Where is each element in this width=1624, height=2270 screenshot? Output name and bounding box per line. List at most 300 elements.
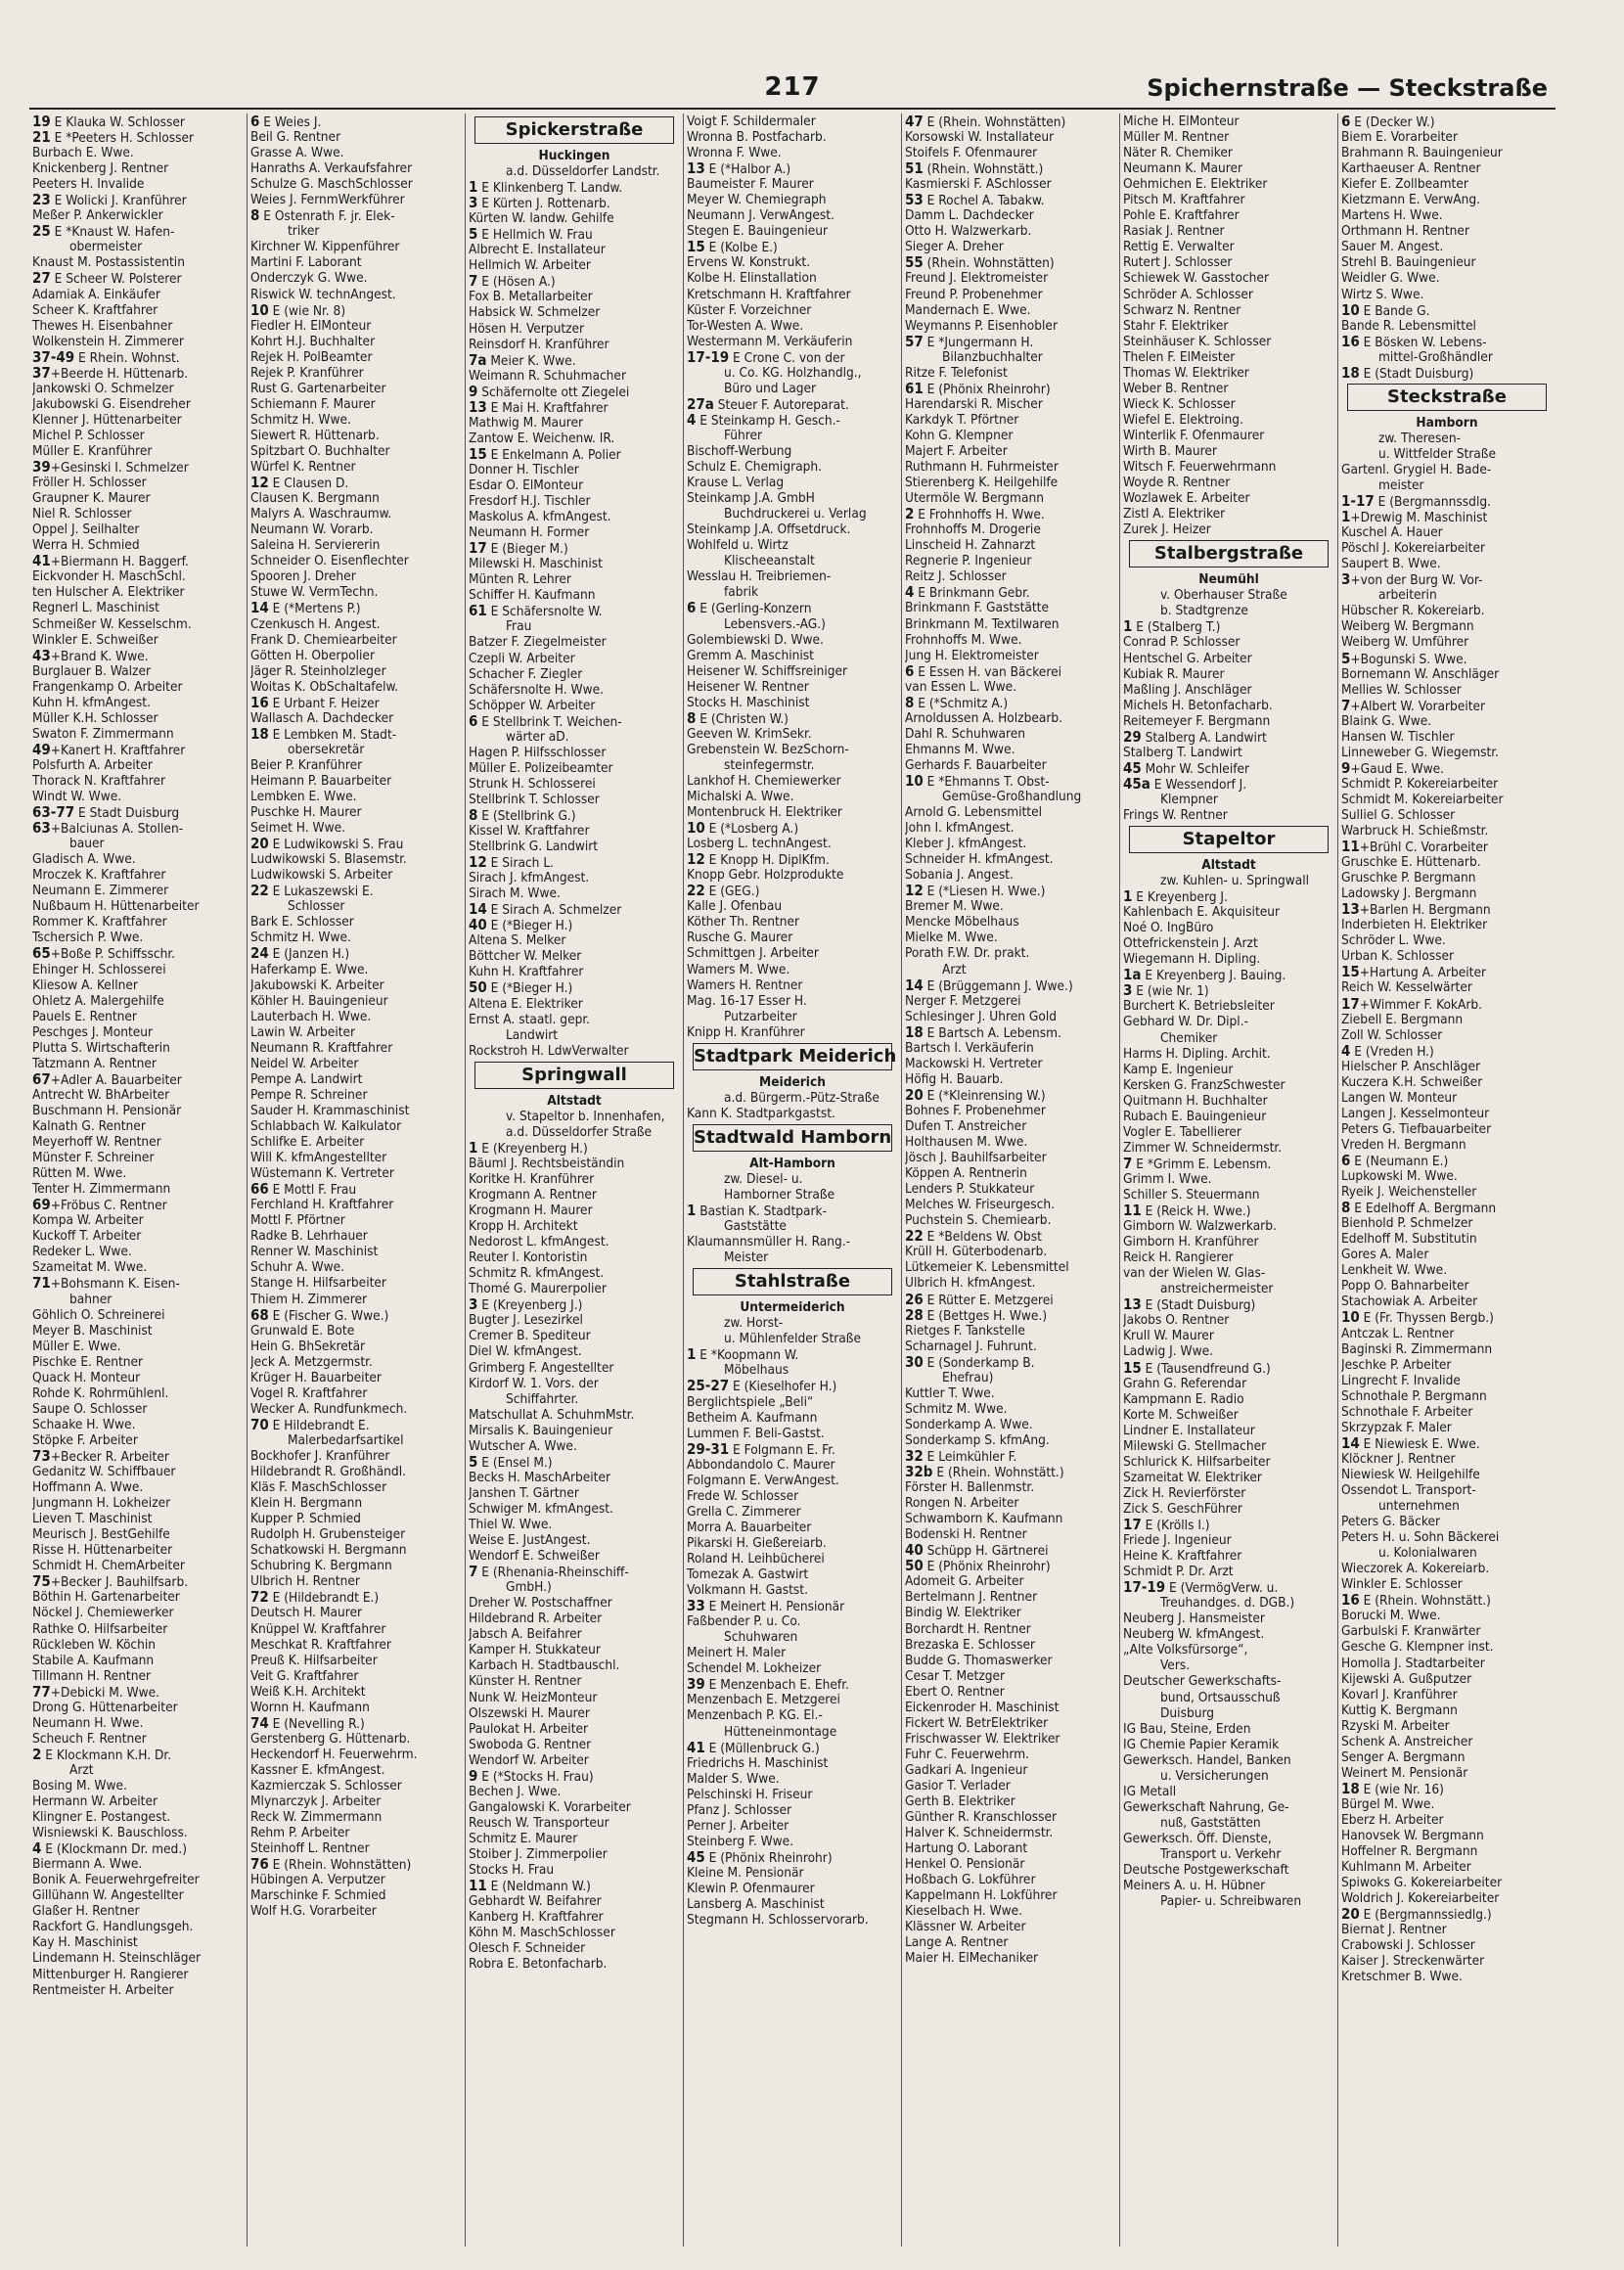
directory-entry: Ohletz A. Malergehilfe — [32, 992, 164, 1009]
house-number: 11 — [469, 1878, 487, 1894]
directory-entry: Beil G. Rentner — [250, 129, 341, 146]
directory-entry: Bark E. Schlosser — [250, 914, 354, 931]
directory-entry: Sieger A. Dreher — [905, 239, 1004, 255]
directory-entry: Pischke E. Rentner — [32, 1353, 144, 1370]
house-number: 69 — [32, 1197, 51, 1213]
house-number: 32 — [905, 1447, 924, 1465]
directory-entry: Regnerie P. Ingenieur — [905, 553, 1032, 569]
directory-entry: 41+Biermann H. Baggerf. — [32, 553, 189, 569]
directory-entry: Quack H. Monteur — [32, 1369, 141, 1385]
house-number: 6 — [1341, 114, 1351, 130]
house-number: 74 — [250, 1714, 269, 1731]
house-number: 40 — [469, 917, 487, 933]
directory-entry: Baginski R. Zimmermann — [1341, 1340, 1493, 1357]
directory-entry: Schaake H. Wwe. — [32, 1416, 136, 1432]
directory-entry: Gremm A. Maschinist — [687, 647, 814, 663]
directory-entry: 57 E *Jungermann H. — [905, 333, 1034, 349]
house-number: 67 — [32, 1070, 51, 1087]
entry-continuation: Arzt — [69, 1761, 94, 1778]
directory-entry: Dahl R. Schuhwaren — [905, 725, 1025, 742]
directory-entry: Sirach M. Wwe. — [469, 885, 561, 902]
directory-entry: Ruthmann H. Fuhrmeister — [905, 459, 1059, 476]
house-number: 20 — [1341, 1906, 1360, 1923]
directory-entry: Pempe R. Schreiner — [250, 1086, 368, 1103]
directory-entry: Schmitz H. Wwe. — [250, 930, 351, 946]
directory-entry: 10 E (*Losberg A.) — [687, 820, 799, 837]
directory-entry: Ebert O. Rentner — [905, 1683, 1005, 1700]
house-number: 25-27 — [687, 1378, 730, 1394]
directory-entry: Wendorf W. Arbeiter — [469, 1751, 589, 1768]
directory-entry: Steinberg F. Wwe. — [687, 1833, 794, 1849]
directory-entry: Harendarski R. Mischer — [905, 395, 1043, 412]
directory-entry: 17 E (Krölls I.) — [1123, 1516, 1210, 1533]
directory-entry: Krause L. Verlag — [687, 475, 785, 491]
directory-entry: Zurek J. Heizer — [1123, 522, 1211, 538]
directory-entry: Klenner J. Hüttenarbeiter — [32, 411, 182, 428]
directory-entry: Bonik A. Feuerwehrgefreiter — [32, 1872, 200, 1888]
directory-entry: Noé O. IngBüro — [1123, 920, 1214, 936]
house-number: 77 — [32, 1683, 51, 1700]
directory-entry: Rohde K. Rohrmühlenl. — [32, 1385, 169, 1401]
directory-entry: 13 E Mai H. Kraftfahrer — [469, 398, 609, 415]
directory-entry: 53 E Rochel A. Tabakw. — [905, 192, 1045, 208]
directory-entry: Korte M. Schweißer — [1123, 1406, 1239, 1423]
directory-entry: Peeters H. Invalide — [32, 176, 145, 193]
directory-entry: Mackowski H. Vertreter — [905, 1055, 1043, 1071]
directory-entry: 24 E (Janzen H.) — [250, 945, 350, 962]
house-number: 18 — [1341, 364, 1360, 381]
directory-entry: Utermöle W. Bergmann — [905, 490, 1044, 507]
directory-entry: Bischoff-Werbung — [687, 442, 792, 459]
directory-entry: Gillühann W. Angestellter — [32, 1887, 184, 1904]
directory-entry: 14 E Niewiesk E. Wwe. — [1341, 1434, 1480, 1451]
directory-entry: Wamers H. Rentner — [687, 976, 803, 993]
directory-entry: Losberg L. technAngest. — [687, 836, 832, 852]
directory-entry: Gartenl. Grygiel H. Bade- — [1341, 461, 1492, 477]
directory-entry: Woldrich J. Kokereiarbeiter — [1341, 1890, 1500, 1907]
entry-continuation: Landwirt — [506, 1026, 559, 1043]
directory-entry: Hentschel G. Arbeiter — [1123, 650, 1252, 666]
directory-entry: Diel W. kfmAngest. — [469, 1343, 582, 1360]
directory-entry: Grasse A. Wwe. — [250, 145, 344, 161]
directory-entry: Kuhn H. Kraftfahrer — [469, 964, 584, 980]
house-number: 2 — [32, 1746, 42, 1762]
house-number: 18 — [250, 725, 269, 742]
directory-entry: Siewert R. Hüttenarb. — [250, 427, 380, 443]
directory-entry: Plutta S. Wirtschafterin — [32, 1039, 170, 1056]
directory-entry: Schnothale F. Arbeiter — [1341, 1403, 1473, 1420]
directory-entry: Meyerhoff W. Rentner — [32, 1134, 161, 1151]
directory-entry: Meurisch J. BestGehilfe — [32, 1526, 170, 1543]
house-number: 16 — [1341, 1592, 1360, 1609]
house-number: 45 — [1123, 759, 1142, 776]
directory-entry: Baumeister F. Maurer — [687, 176, 814, 193]
directory-entry: Gebhard W. Dr. Dipl.- — [1123, 1014, 1248, 1030]
directory-entry: Scheuch F. Rentner — [32, 1730, 147, 1747]
directory-entry: Fickert W. BetrElektriker — [905, 1714, 1049, 1731]
directory-entry: Mroczek K. Kraftfahrer — [32, 867, 166, 884]
directory-entry: Ziebell E. Bergmann — [1341, 1011, 1464, 1027]
directory-entry: Zimmer W. Schneidermstr. — [1123, 1139, 1283, 1156]
directory-entry: Rongen N. Arbeiter — [905, 1495, 1019, 1512]
directory-entry: Deutsch H. Maurer — [250, 1605, 363, 1621]
directory-entry: Kiefer E. Zollbeamter — [1341, 176, 1468, 193]
directory-entry: Fuhr C. Feuerwehrm. — [905, 1746, 1030, 1762]
directory-entry: Esdar O. ElMonteur — [469, 477, 584, 493]
directory-entry: Nedorost L. kfmAngest. — [469, 1234, 609, 1250]
directory-entry: Weise E. JustAngest. — [469, 1532, 591, 1549]
directory-entry: Glaßer H. Rentner — [32, 1903, 140, 1920]
directory-entry: Ludwikowski S. Arbeiter — [250, 867, 393, 884]
entry-continuation: u. Wittfelder Straße — [1378, 445, 1497, 462]
directory-entry: Ludwikowski S. Blasemstr. — [250, 851, 407, 868]
directory-entry: 25 E *Knaust W. Hafen- — [32, 223, 175, 240]
directory-entry: Wieck K. Schlosser — [1123, 395, 1236, 412]
house-number: 9 — [469, 383, 478, 399]
directory-entry: Golembiewski D. Wwe. — [687, 631, 824, 648]
directory-entry: Tschersich P. Wwe. — [32, 930, 144, 946]
house-number: 7a — [469, 351, 487, 368]
directory-entry: Werra H. Schmied — [32, 537, 140, 554]
house-number: 65 — [32, 945, 51, 962]
directory-entry: Stöpke F. Arbeiter — [32, 1431, 138, 1448]
entry-continuation: a.d. Düsseldorfer Landstr. — [506, 163, 660, 180]
house-number: 28 — [905, 1306, 924, 1323]
directory-entry: Spitzbart O. Buchhalter — [250, 442, 390, 459]
directory-entry: 51 (Rhein. Wohnstätt.) — [905, 160, 1044, 177]
entry-continuation: Papier- u. Schreibwaren — [1160, 1893, 1302, 1910]
directory-entry: 2 E Frohnhoffs H. Wwe. — [905, 506, 1045, 522]
column-4 — [684, 114, 902, 2247]
directory-entry: Schiewek W. Gasstocher — [1123, 270, 1269, 287]
directory-entry: 17-19 E (VermögVerw. u. — [1123, 1579, 1279, 1596]
directory-entry: 17 E (Bieger M.) — [469, 540, 568, 557]
directory-entry: Zantow E. Weichenw. IR. — [469, 430, 615, 446]
directory-entry: Stierenberg K. Heilgehilfe — [905, 475, 1059, 491]
directory-entry: Rudolph H. Grubensteiger — [250, 1526, 406, 1543]
directory-entry: Heisener W. Rentner — [687, 678, 809, 695]
directory-entry: Geeven W. KrimSekr. — [687, 725, 812, 742]
directory-entry: Dufen T. Anstreicher — [905, 1118, 1027, 1134]
directory-entry: Beier P. Kranführer — [250, 756, 363, 773]
directory-entry: 65+Boße P. Schiffsschr. — [32, 945, 175, 962]
directory-entry: Höfig H. Bauarb. — [905, 1070, 1004, 1087]
directory-entry: Reick H. Rangierer — [1123, 1249, 1234, 1266]
directory-entry: Schnothale P. Bergmann — [1341, 1387, 1487, 1404]
directory-entry: Rzyski M. Arbeiter — [1341, 1717, 1450, 1734]
directory-entry: Tenter H. Zimmermann — [32, 1181, 171, 1198]
house-number: 33 — [687, 1598, 705, 1614]
directory-entry: Schuhr A. Wwe. — [250, 1259, 345, 1276]
directory-entry: Neumann K. Maurer — [1123, 160, 1243, 177]
directory-entry: Kalnath G. Rentner — [32, 1118, 146, 1134]
directory-entry: Kanberg H. Kraftfahrer — [469, 1909, 604, 1926]
directory-entry: Ossendot L. Transport- — [1341, 1481, 1476, 1498]
directory-entry: Gimborn H. Kranführer — [1123, 1234, 1259, 1250]
directory-entry: Knickenberg J. Rentner — [32, 160, 169, 177]
directory-entry: Schöpper W. Arbeiter — [469, 697, 596, 713]
directory-entry: Mencke Möbelhaus — [905, 914, 1019, 931]
directory-entry: Schulz E. Chemigraph. — [687, 459, 823, 476]
directory-entry: 23 E Wolicki J. Kranführer — [32, 192, 187, 208]
district-label: Huckingen — [538, 148, 610, 163]
directory-entry: 13+Barlen H. Bergmann — [1341, 901, 1491, 918]
directory-entry: Gores A. Maler — [1341, 1247, 1429, 1263]
house-number: 12 — [250, 475, 269, 491]
directory-entry: Freund P. Probenehmer — [905, 286, 1043, 302]
directory-entry: Grella C. Zimmerer — [687, 1503, 801, 1520]
house-number: 49 — [32, 741, 51, 757]
directory-entry: Hielscher P. Anschläger — [1341, 1058, 1481, 1074]
directory-entry: Martini F. Laborant — [250, 254, 362, 271]
directory-entry: 6 E Essen H. van Bäckerei — [905, 662, 1061, 679]
directory-entry: Gewerkschaft Nahrung, Ge- — [1123, 1798, 1289, 1815]
directory-entry: Ladowsky J. Bergmann — [1341, 885, 1477, 902]
directory-entry: Perner J. Arbeiter — [687, 1817, 789, 1834]
entry-continuation: zw. Kuhlen- u. Springwall — [1160, 873, 1310, 889]
house-number: 15 — [1341, 964, 1360, 980]
directory-entry: Gangalowski K. Vorarbeiter — [469, 1798, 631, 1815]
directory-entry: 8 E (Christen W.) — [687, 709, 789, 726]
house-number: 1 — [469, 1139, 478, 1156]
directory-entry: Schneider H. kfmAngest. — [905, 851, 1054, 868]
directory-entry: 13 E (Stadt Duisburg) — [1123, 1296, 1256, 1313]
directory-entry: Schmidt P. Kokereiarbeiter — [1341, 775, 1499, 792]
directory-entry: 15+Hartung A. Arbeiter — [1341, 964, 1487, 980]
directory-entry: Sulliel G. Schlosser — [1341, 806, 1456, 823]
directory-entry: Hanovsek W. Bergmann — [1341, 1828, 1484, 1844]
directory-entry: Schiller S. Steuermann — [1123, 1187, 1260, 1203]
directory-entry: Wiegemann H. Dipling. — [1123, 951, 1261, 968]
district-label: Hamborn — [1416, 414, 1478, 431]
directory-entry: Gedanitz W. Schiffbauer — [32, 1464, 176, 1480]
entry-continuation: steinfegermstr. — [724, 756, 815, 773]
directory-entry: 8 E Edelhoff A. Bergmann — [1341, 1200, 1497, 1216]
directory-entry: Kohrt H.J. Buchhalter — [250, 333, 376, 349]
directory-entry: Risse H. Hüttenarbeiter — [32, 1542, 173, 1559]
directory-entry: Bindig W. Elektriker — [905, 1605, 1021, 1621]
directory-entry: Rückleben W. Köchin — [32, 1636, 157, 1653]
directory-entry: Reinsdorf H. Kranführer — [469, 336, 609, 352]
directory-entry: Harms H. Dipling. Archit. — [1123, 1045, 1271, 1062]
directory-entry: Steinhäuser K. Schlosser — [1123, 333, 1272, 349]
directory-entry: Habsick W. Schmelzer — [469, 304, 601, 321]
directory-entry: Ferchland H. Kraftfahrer — [250, 1197, 394, 1213]
directory-entry: IG Metall — [1123, 1783, 1177, 1799]
directory-entry: Hösen H. Verputzer — [469, 320, 585, 337]
directory-entry: Melches W. Friseurgesch. — [905, 1197, 1055, 1213]
house-number: 17-19 — [1123, 1579, 1166, 1596]
directory-entry: 3 E (wie Nr. 1) — [1123, 982, 1209, 999]
directory-entry: 37-49 E Rhein. Wohnst. — [32, 348, 180, 365]
directory-entry: 17+Wimmer F. KokArb. — [1341, 995, 1483, 1012]
directory-entry: Wohlfeld u. Wirtz — [687, 537, 789, 554]
directory-entry: Brinkmann M. Textilwaren — [905, 615, 1060, 632]
house-number: 17 — [1123, 1516, 1142, 1533]
directory-entry: Neumann H. Wwe. — [32, 1714, 144, 1731]
entry-continuation: meister — [1378, 477, 1424, 493]
entry-continuation: Chemiker — [1160, 1029, 1218, 1046]
directory-entry: Sobania J. Angest. — [905, 867, 1014, 884]
house-number: 3 — [469, 1296, 478, 1313]
directory-entry: Steinhoff L. Rentner — [250, 1840, 370, 1857]
directory-entry: Frohnhoffs M. Wwe. — [905, 631, 1022, 648]
directory-entry: 49+Kanert H. Kraftfahrer — [32, 741, 186, 757]
house-number: 63 — [32, 820, 51, 837]
directory-entry: 41 E (Müllenbruck G.) — [687, 1739, 820, 1755]
directory-entry: Peschges J. Monteur — [32, 1023, 154, 1040]
directory-entry: Spiwoks G. Kokereiarbeiter — [1341, 1875, 1503, 1891]
directory-entry: Niewiesk W. Heilgehilfe — [1341, 1466, 1480, 1482]
directory-entry: Ehinger H. Schlosserei — [32, 961, 166, 977]
directory-entry: 12 E (*Liesen H. Wwe.) — [905, 883, 1046, 899]
entry-continuation: zw. Theresen- — [1378, 430, 1462, 446]
directory-entry: Rathke O. Hilfsarbeiter — [32, 1620, 168, 1637]
directory-entry: 45 E (Phönix Rheinrohr) — [687, 1848, 833, 1865]
house-number: 1 — [1123, 618, 1133, 635]
house-number: 1-17 — [1341, 493, 1375, 510]
directory-entry: 37+Beerde H. Hüttenarb. — [32, 364, 189, 381]
house-number: 6 — [1341, 1153, 1351, 1169]
house-number: 45a — [1123, 775, 1150, 792]
house-number: 45 — [687, 1848, 705, 1865]
directory-entry: Preuß K. Hilfsarbeiter — [250, 1652, 378, 1668]
directory-entry: 77+Debicki M. Wwe. — [32, 1683, 160, 1700]
directory-entry: 6 E Stellbrink T. Weichen- — [469, 712, 622, 729]
directory-entry: 70 E Hildebrandt E. — [250, 1416, 370, 1432]
directory-entry: Wieczorek A. Kokereiarb. — [1341, 1561, 1490, 1577]
directory-entry: Menzenbach P. KG. El.- — [687, 1707, 823, 1724]
directory-entry: Albrecht E. Installateur — [469, 242, 606, 258]
directory-entry: Quitmann H. Buchhalter — [1123, 1092, 1268, 1109]
directory-entry: Reitz J. Schlosser — [905, 568, 1007, 585]
directory-entry: Westermann M. Verkäuferin — [687, 333, 853, 349]
directory-entry: Grimm I. Wwe. — [1123, 1170, 1212, 1187]
directory-entry: Regnerl L. Maschinist — [32, 600, 159, 616]
directory-entry: 9+Gaud E. Wwe. — [1341, 759, 1445, 776]
house-number: 10 — [1341, 1309, 1360, 1326]
directory-entry: Stoiber J. Zimmerpolier — [469, 1845, 608, 1862]
directory-entry: 10 E *Ehmanns T. Obst- — [905, 772, 1050, 790]
directory-entry: Hübscher R. Kokereiarb. — [1341, 603, 1485, 619]
directory-entry: Brezaska E. Schlosser — [905, 1636, 1036, 1653]
directory-entry: Kasmierski F. ASchlosser — [905, 176, 1052, 193]
directory-entry: Spooren J. Dreher — [250, 568, 356, 585]
directory-columns — [29, 114, 1556, 2247]
directory-entry: 40 E (*Bieger H.) — [469, 917, 573, 933]
directory-entry: Mlynarczyk J. Arbeiter — [250, 1793, 382, 1810]
directory-entry: Adamiak A. Einkäufer — [32, 286, 160, 302]
district-label: Untermeiderich — [740, 1299, 845, 1316]
directory-entry: Gewerksch. Handel, Banken — [1123, 1751, 1291, 1768]
directory-entry: Reich W. Kesselwärter — [1341, 979, 1472, 996]
directory-entry: Rockstroh H. LdwVerwalter — [469, 1042, 629, 1059]
directory-entry: 67+Adler A. Bauarbeiter — [32, 1070, 182, 1087]
entry-continuation: Gaststätte — [724, 1218, 787, 1235]
directory-entry: Budde G. Thomaswerker — [905, 1652, 1053, 1668]
house-number: 17-19 — [687, 348, 730, 365]
entry-continuation: Schlosser — [288, 898, 345, 915]
directory-entry: Antczak L. Rentner — [1341, 1325, 1455, 1341]
house-number: 50 — [905, 1558, 924, 1574]
directory-entry: Fox B. Metallarbeiter — [469, 289, 593, 305]
house-number: 6 — [469, 712, 478, 729]
house-number: 17 — [1341, 995, 1360, 1012]
directory-entry: Wutscher A. Wwe. — [469, 1437, 577, 1454]
directory-entry: Kolbe H. Elinstallation — [687, 270, 817, 287]
house-number: 39 — [32, 459, 51, 476]
directory-entry: Wolf H.G. Vorarbeiter — [250, 1903, 377, 1920]
directory-entry: Nöckel J. Chemiewerker — [32, 1605, 174, 1621]
directory-entry: Gladisch A. Wwe. — [32, 851, 136, 868]
directory-entry: Radke B. Lehrhauer — [250, 1228, 368, 1245]
directory-entry: Zick H. Revierförster — [1123, 1484, 1246, 1501]
house-number: 47 — [905, 114, 924, 130]
directory-entry: Mandernach E. Wwe. — [905, 301, 1031, 318]
directory-entry: Winterlik F. Ofenmaurer — [1123, 427, 1265, 443]
directory-entry: Kuckoff T. Arbeiter — [32, 1228, 142, 1245]
directory-entry: Wiefel E. Elektroing. — [1123, 411, 1243, 428]
directory-entry: Ritze F. Telefonist — [905, 364, 1008, 381]
house-number: 18 — [905, 1023, 924, 1040]
directory-entry: Vreden H. Bergmann — [1341, 1136, 1466, 1153]
directory-entry: Jeck A. Metzgermstr. — [250, 1353, 373, 1370]
house-number: 53 — [905, 192, 924, 208]
directory-entry: Miche H. ElMonteur — [1123, 114, 1240, 129]
entry-continuation: fabrik — [724, 584, 759, 601]
directory-entry: Gesche G. Klempner inst. — [1341, 1639, 1494, 1656]
entry-continuation: Transport u. Verkehr — [1160, 1845, 1282, 1862]
directory-entry: Lembken E. Wwe. — [250, 789, 357, 805]
entry-continuation: Klempner — [1160, 791, 1218, 807]
directory-entry: Jäger R. Steinholzleger — [250, 662, 386, 679]
directory-entry: Rackfort G. Handlungsgeh. — [32, 1919, 194, 1935]
directory-entry: Wamers M. Wwe. — [687, 961, 790, 977]
entry-continuation: Führer — [724, 427, 763, 443]
directory-entry: Kalle J. Ofenbau — [687, 898, 783, 915]
directory-entry: Redeker L. Wwe. — [32, 1244, 132, 1260]
directory-entry: 4 E Steinkamp H. Gesch.- — [687, 411, 840, 428]
directory-entry: Rütten M. Wwe. — [32, 1165, 127, 1182]
directory-entry: Ryeik J. Weichensteller — [1341, 1184, 1477, 1201]
directory-entry: 10 E Bande G. — [1341, 301, 1430, 318]
directory-entry: Becks H. MaschArbeiter — [469, 1469, 611, 1485]
house-number: 26 — [905, 1291, 924, 1307]
directory-entry: Arnold G. Lebensmittel — [905, 804, 1043, 821]
directory-entry: 66 E Mottl F. Frau — [250, 1181, 357, 1198]
directory-entry: Jabsch A. Beifahrer — [469, 1626, 582, 1643]
directory-entry: Münten R. Lehrer — [469, 571, 571, 588]
directory-entry: Skrzypzak F. Maler — [1341, 1419, 1452, 1435]
directory-entry: Henkel O. Pensionär — [905, 1856, 1025, 1873]
directory-entry: Onderczyk G. Wwe. — [250, 270, 368, 287]
directory-entry: 50 E (Phönix Rheinrohr) — [905, 1558, 1051, 1574]
directory-entry: Meßer P. Ankerwickler — [32, 207, 163, 224]
directory-entry: Meschkat R. Kraftfahrer — [250, 1636, 391, 1653]
directory-entry: Kuschel A. Hauer — [1341, 524, 1443, 541]
directory-entry: 11 E (Reick H. Wwe.) — [1123, 1203, 1251, 1219]
directory-entry: Kampmann E. Radio — [1123, 1390, 1244, 1407]
directory-entry: Crabowski J. Schlosser — [1341, 1937, 1475, 1954]
directory-entry: Bugter J. Lesezirkel — [469, 1312, 583, 1329]
entry-continuation: a.d. Bürgerm.-Pütz-Straße — [724, 1089, 880, 1106]
directory-entry: 8 E (Stellbrink G.) — [469, 806, 576, 824]
directory-entry: Schmitz H. Wwe. — [250, 411, 351, 428]
directory-entry: 39 E Menzenbach E. Ehefr. — [687, 1676, 849, 1693]
directory-entry: Neidel W. Arbeiter — [250, 1055, 359, 1071]
directory-entry: 7 E *Grimm E. Lebensm. — [1123, 1155, 1272, 1171]
street-heading: Stadtpark Meiderich — [693, 1043, 892, 1070]
